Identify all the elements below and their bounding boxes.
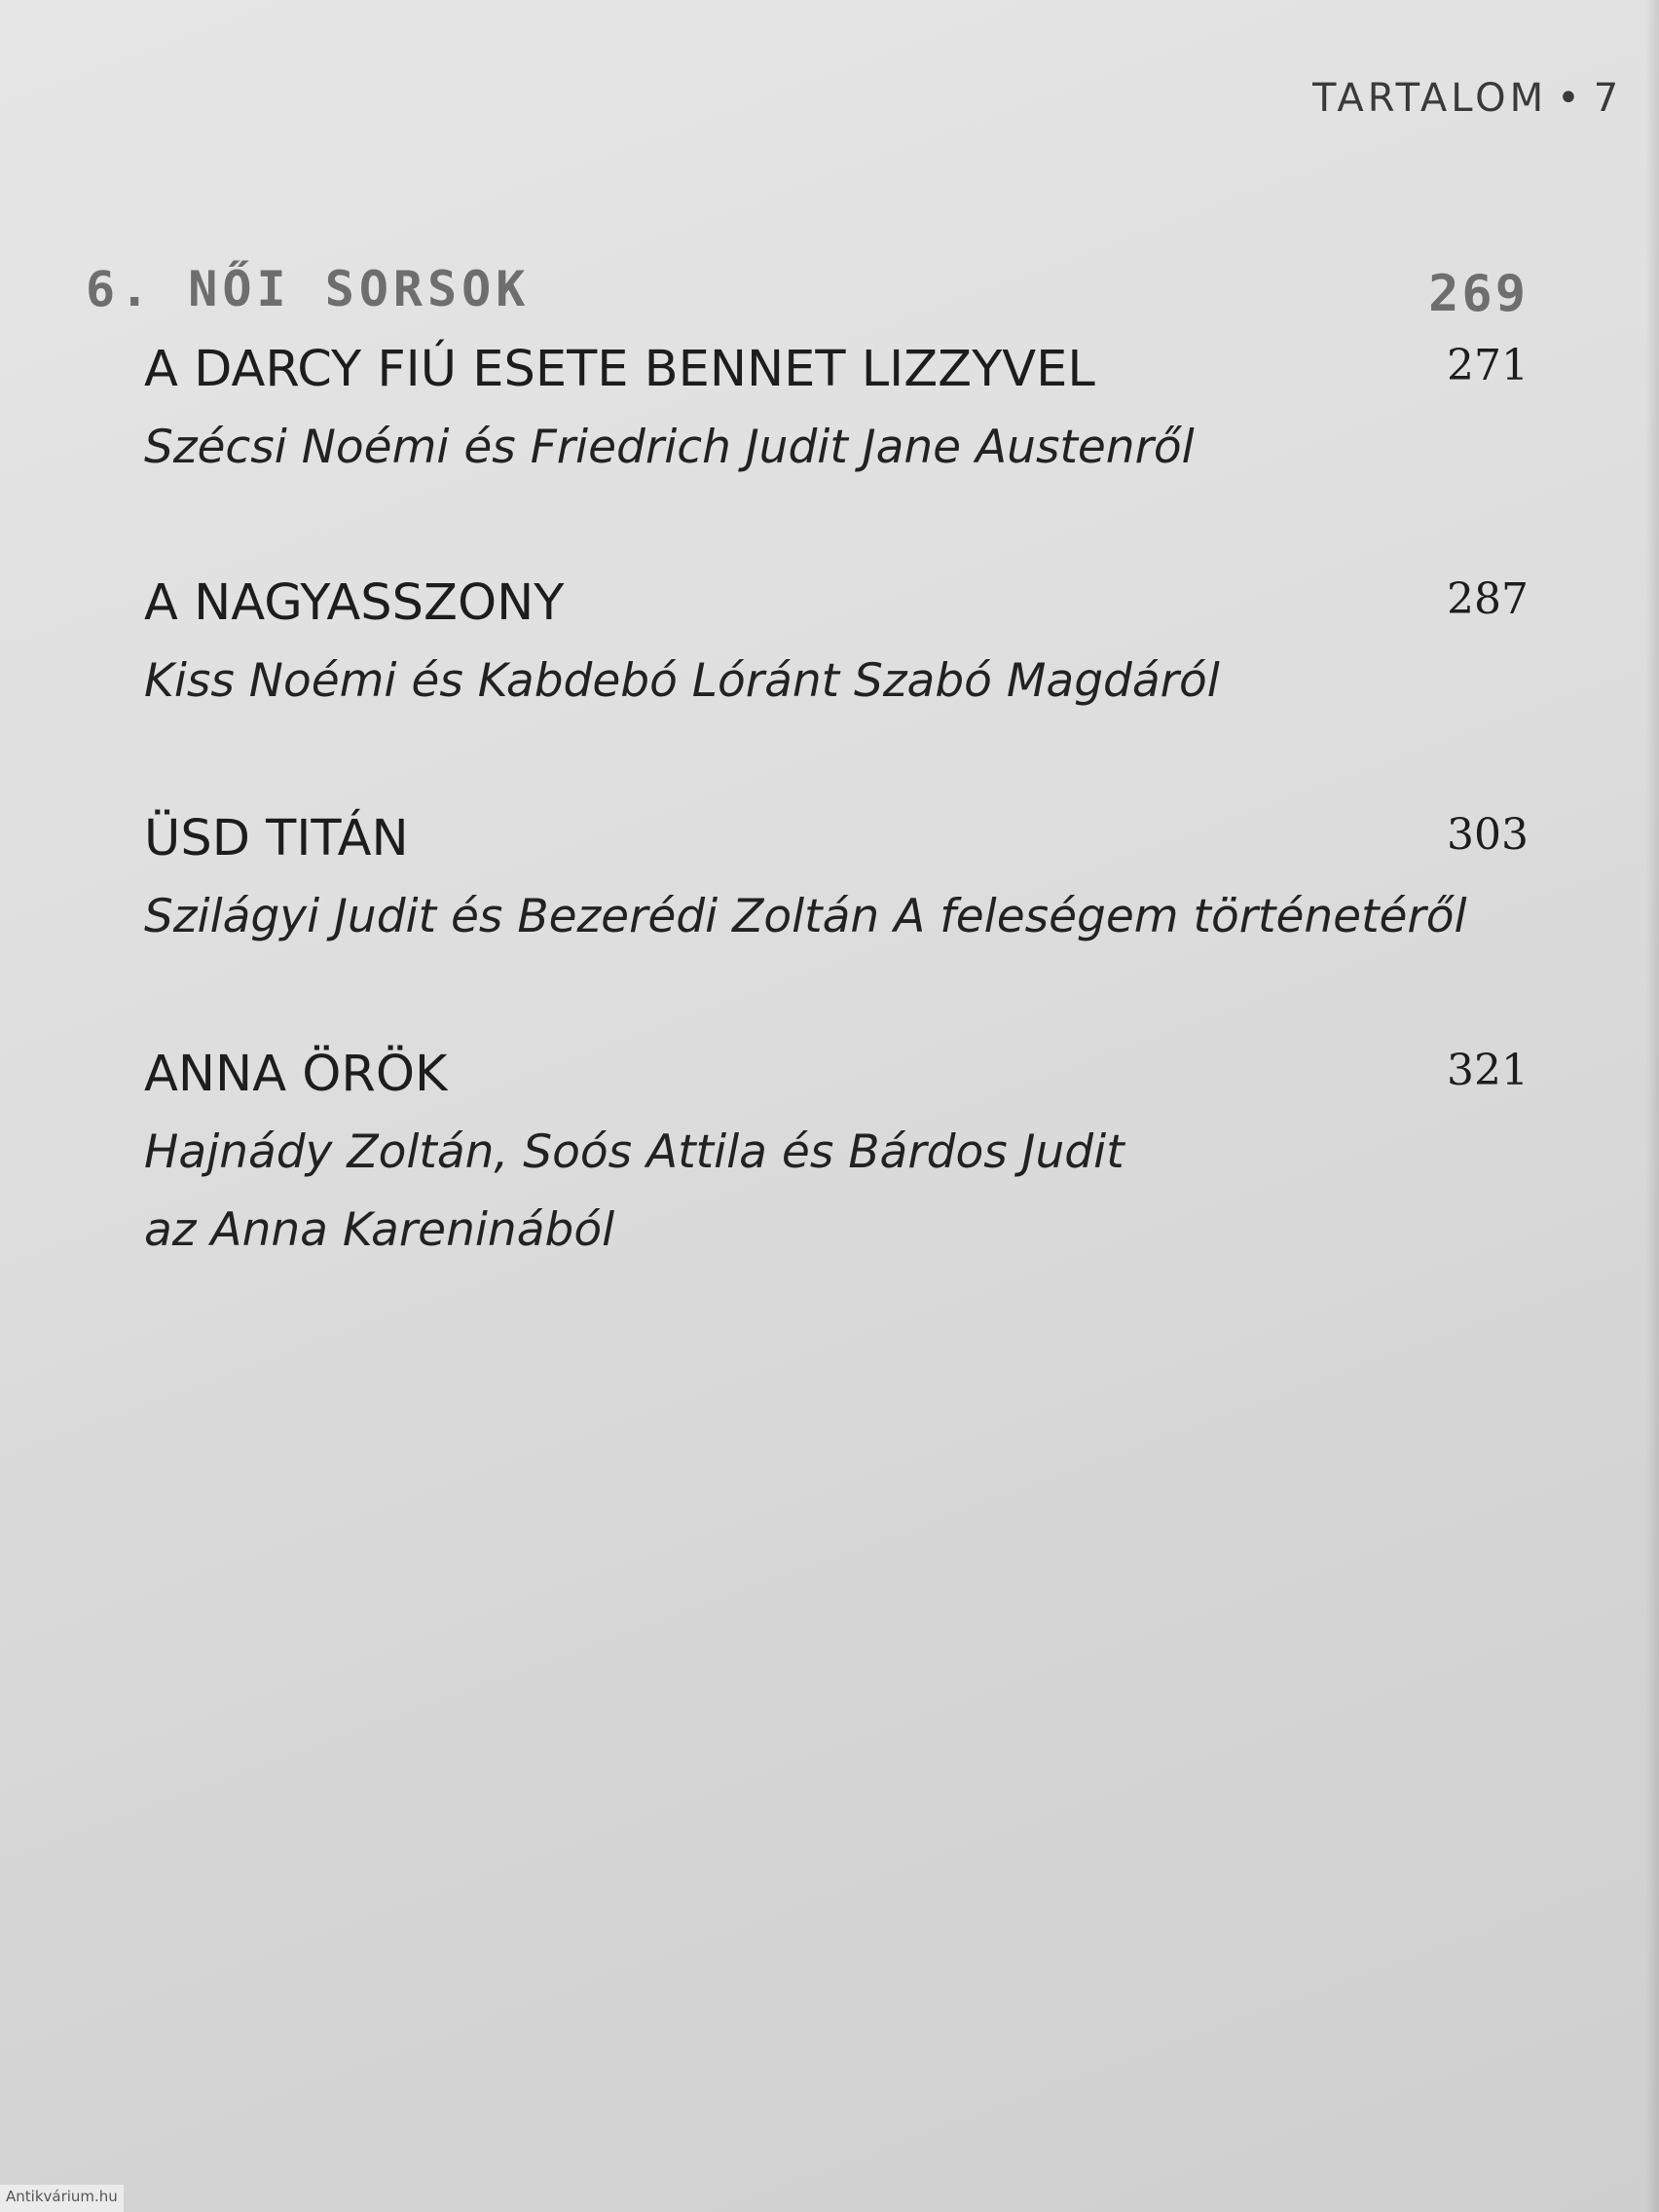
entry-subtitle-continued: az Anna Kareninából: [144, 1203, 615, 1257]
entry-subtitle: Kiss Noémi és Kabdebó Lóránt Szabó Magdáról: [144, 654, 1220, 708]
entry-title: ÜSD TITÁN: [144, 810, 409, 867]
entry-subtitle: Szilágyi Judit és Bezerédi Zoltán A feleségem történetéről: [144, 890, 1467, 943]
entry-subtitle: Hajnády Zoltán, Soós Attila és Bárdos Judit: [144, 1125, 1124, 1179]
toc-entry: [144, 331, 1529, 487]
entry-title: A NAGYASSZONY: [144, 574, 565, 632]
entry-subtitle: Szécsi Noémi és Friedrich Judit Jane Austenről: [144, 421, 1195, 474]
section-heading: [86, 261, 1529, 329]
entry-page-number: 287: [1447, 574, 1529, 624]
toc-entry: [144, 1036, 1529, 1270]
watermark: Antikvárium.hu: [0, 2185, 124, 2212]
entry-page-number: 303: [1447, 810, 1529, 860]
running-head: [1312, 76, 1659, 121]
running-head-page-number: 7: [1593, 76, 1623, 121]
entry-page-number: 271: [1447, 341, 1529, 390]
toc-entry: [144, 565, 1529, 720]
toc-entry: [144, 800, 1529, 956]
entry-title: ANNA ÖRÖK: [144, 1046, 448, 1103]
page-edge-shadow: [1645, 0, 1659, 2212]
entry-title: A DARCY FIÚ ESETE BENNET LIZZYVEL: [144, 341, 1095, 398]
running-head-separator: •: [1557, 76, 1584, 121]
section-title: 6. NŐI SORSOK: [86, 261, 531, 317]
section-page-number: 269: [1428, 265, 1529, 323]
running-head-label: TARTALOM: [1312, 76, 1548, 121]
entry-page-number: 321: [1447, 1046, 1529, 1095]
